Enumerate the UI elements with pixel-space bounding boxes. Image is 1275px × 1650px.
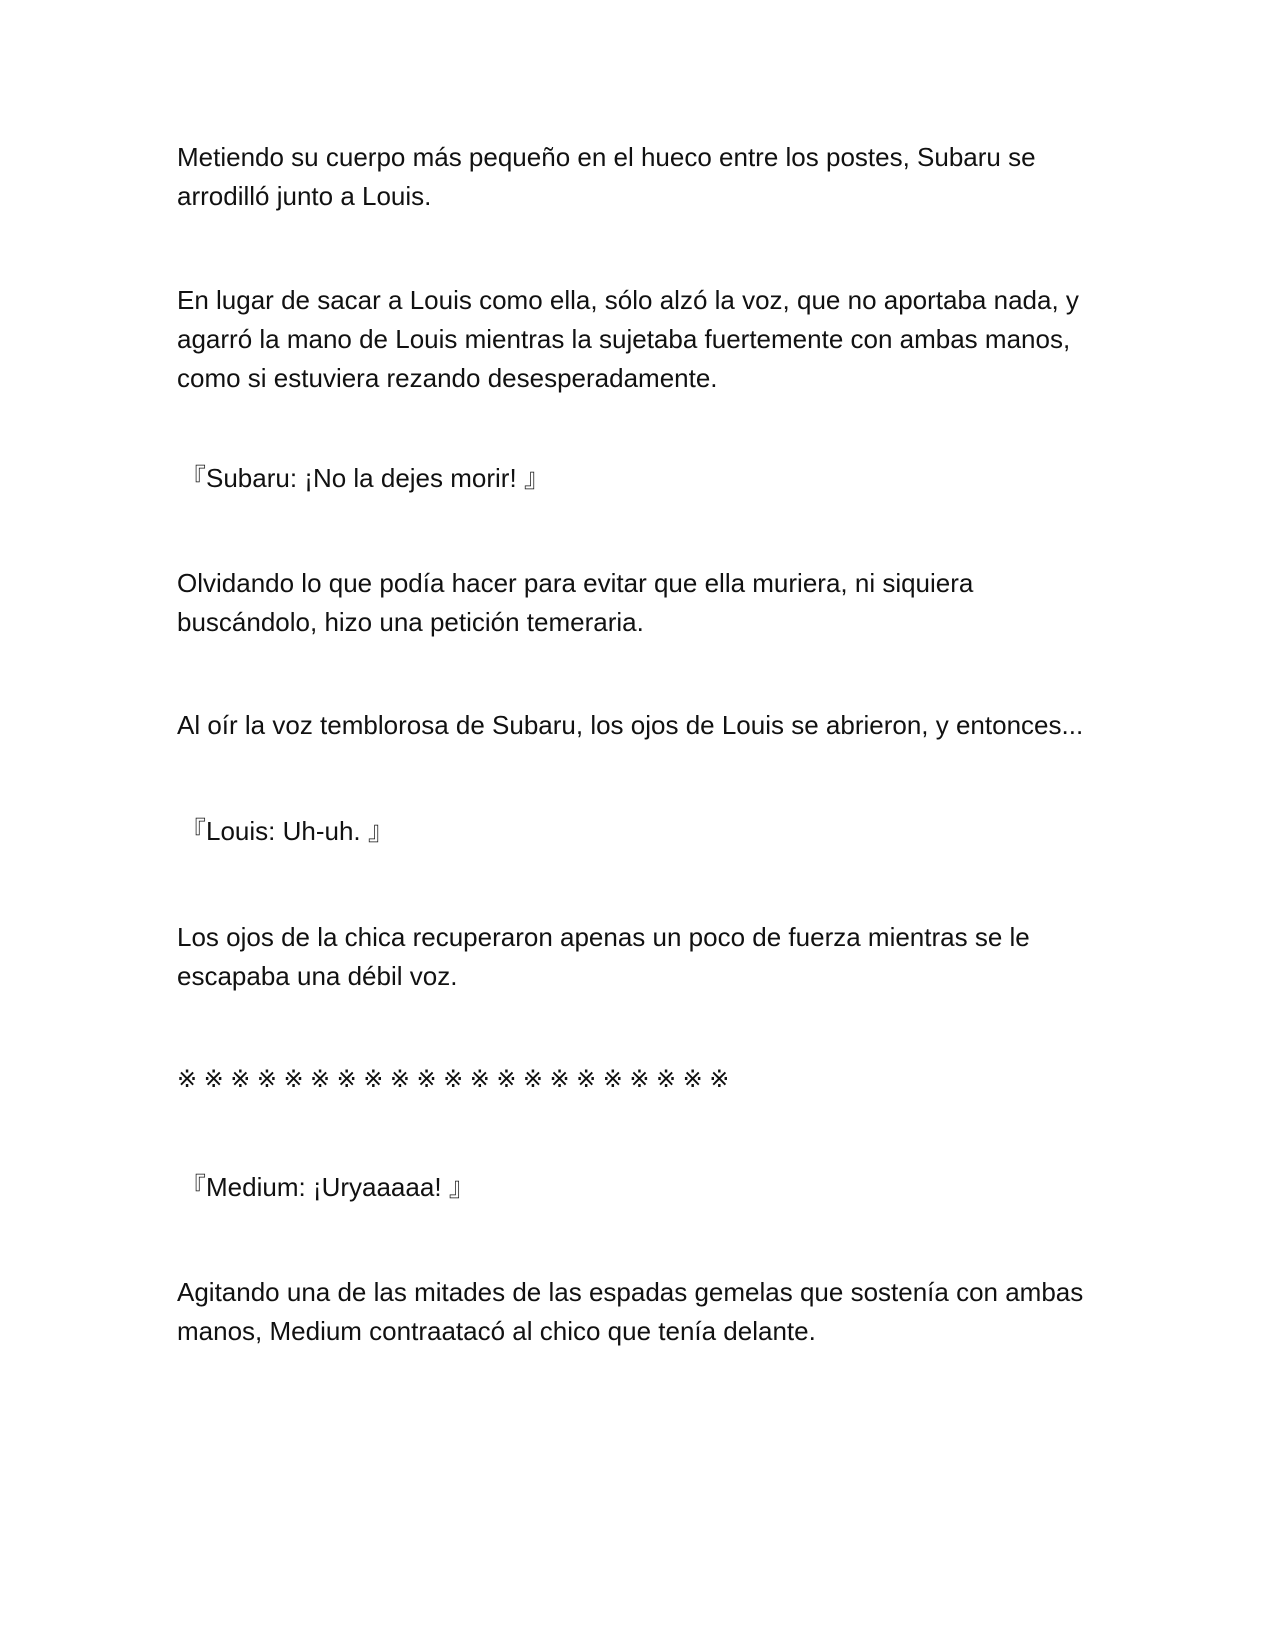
paragraph-subaru-kneels: Metiendo su cuerpo más pequeño en el hueco entre los postes, Subaru se arrodilló junto a Louis.: [177, 142, 1036, 211]
paragraph-weak-voice: Los ojos de la chica recuperaron apenas un poco de fuerza mientras se le escapaba una débil voz.: [177, 922, 1030, 991]
dialogue-louis: 『Louis: Uh-uh. 』: [180, 816, 394, 846]
paragraph-medium-counterattack: Agitando una de las mitades de las espadas gemelas que sostenía con ambas manos, Medium contraatacó al chico que tenía delante.: [177, 1277, 1084, 1346]
dialogue-subaru: 『Subaru: ¡No la dejes morir! 』: [180, 463, 550, 493]
dialogue-medium: 『Medium: ¡Uryaaaaa! 』: [180, 1172, 475, 1202]
paragraph-reckless-request: Olvidando lo que podía hacer para evitar que ella muriera, ni siquiera buscándolo, hizo una petición temeraria.: [177, 568, 974, 637]
paragraph-eyes-opened: Al oír la voz temblorosa de Subaru, los ojos de Louis se abrieron, y entonces...: [177, 710, 1084, 740]
scene-separator: ※※※※※※※※※※※※※※※※※※※※※: [177, 1065, 736, 1093]
paragraph-grabs-hand: En lugar de sacar a Louis como ella, sólo alzó la voz, que no aportaba nada, y agarró la mano de Louis mientras la sujetaba fuertemente con ambas manos, como si estuviera rezando desesperadamente.: [177, 285, 1079, 393]
